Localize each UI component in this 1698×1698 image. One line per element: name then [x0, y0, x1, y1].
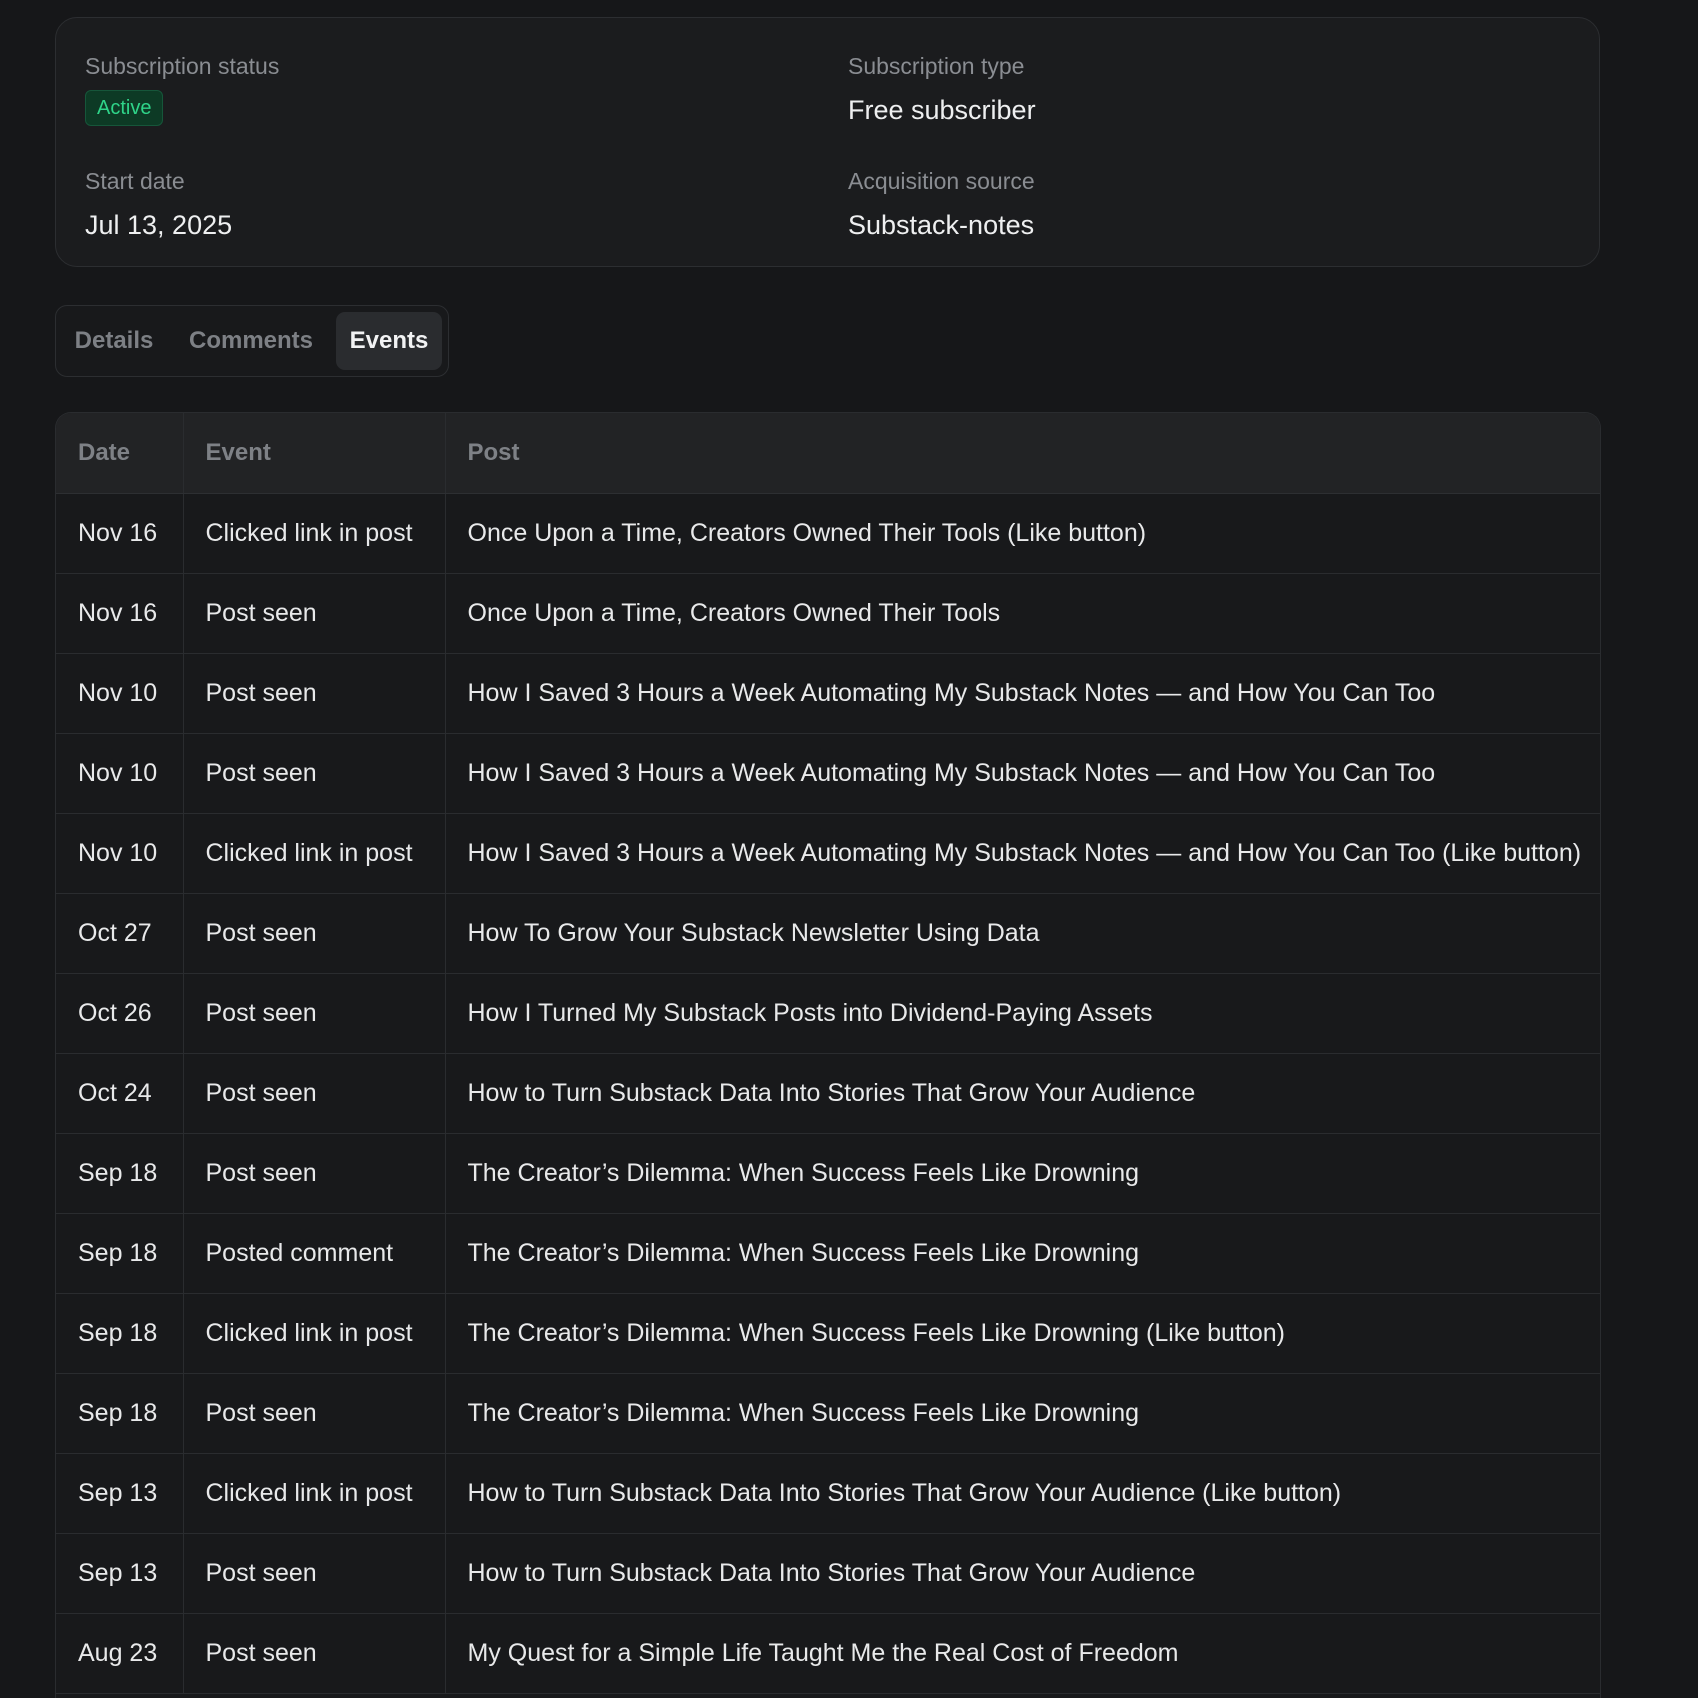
cell-event: Clicked link in post [183, 1454, 445, 1534]
cell-post[interactable]: Once Upon a Time, Creators Owned Their Tools (Like button) [445, 494, 1601, 574]
cell-event: Post seen [183, 894, 445, 974]
cell-event: Post seen [183, 974, 445, 1054]
table-row[interactable] [56, 574, 1601, 654]
cell-event: Clicked link in post [183, 814, 445, 894]
start-date-label: Start date [85, 168, 185, 194]
start-date-value: Jul 13, 2025 [85, 210, 233, 240]
table-row[interactable] [56, 894, 1601, 974]
tab-events[interactable]: Events [336, 312, 442, 370]
table-row[interactable] [56, 1054, 1601, 1134]
cell-date: Nov 16 [56, 574, 183, 654]
cell-event: Post seen [183, 1614, 445, 1694]
cell-date: Oct 24 [56, 1054, 183, 1134]
status-badge: Active [85, 90, 163, 126]
subscription-type-value: Free subscriber [848, 95, 1036, 125]
cell-event: Post seen [183, 1534, 445, 1614]
cell-event: Post seen [183, 574, 445, 654]
subscription-status-label: Subscription status [85, 53, 280, 79]
cell-date: Nov 16 [56, 494, 183, 574]
cell-date: Sep 18 [56, 1294, 183, 1374]
table-row[interactable] [56, 1534, 1601, 1614]
cell-date: Sep 18 [56, 1134, 183, 1214]
table-row[interactable] [56, 1294, 1601, 1374]
acquisition-source-value: Substack-notes [848, 210, 1035, 240]
column-header-date[interactable]: Date [56, 413, 183, 494]
cell-date: Sep 18 [56, 1374, 183, 1454]
cell-post[interactable]: How I Saved 3 Hours a Week Automating My Substack Notes — and How You Can Too [445, 734, 1601, 814]
table-row[interactable] [56, 1454, 1601, 1534]
events-table-container [55, 412, 1601, 1698]
cell-event: Post seen [183, 1134, 445, 1214]
subscription-info-card [55, 17, 1600, 267]
column-header-post[interactable]: Post [445, 413, 1601, 494]
subscription-type-label: Subscription type [848, 53, 1025, 79]
cell-post[interactable]: How I Saved 3 Hours a Week Automating My Substack Notes — and How You Can Too (Like button) [445, 814, 1601, 894]
column-header-event[interactable]: Event [183, 413, 445, 494]
table-row[interactable] [56, 1214, 1601, 1294]
table-row[interactable] [56, 974, 1601, 1054]
tab-details[interactable]: Details [74, 327, 154, 354]
cell-date: Oct 27 [56, 894, 183, 974]
table-header-row [56, 413, 1601, 494]
tab-comments[interactable]: Comments [188, 327, 314, 354]
table-row[interactable] [56, 1614, 1601, 1694]
cell-post[interactable]: How I Turned My Substack Posts into Dividend-Paying Assets [445, 974, 1601, 1054]
cell-date: Nov 10 [56, 814, 183, 894]
cell-date: Aug 23 [56, 1614, 183, 1694]
cell-event: Post seen [183, 654, 445, 734]
cell-date: Sep 13 [56, 1454, 183, 1534]
table-body [56, 494, 1601, 1694]
cell-event: Post seen [183, 734, 445, 814]
start-date-field [85, 167, 232, 241]
cell-event: Post seen [183, 1054, 445, 1134]
acquisition-source-field [848, 167, 1035, 241]
cell-post[interactable]: How to Turn Substack Data Into Stories That Grow Your Audience [445, 1054, 1601, 1134]
cell-date: Nov 10 [56, 654, 183, 734]
cell-post[interactable]: The Creator’s Dilemma: When Success Feels Like Drowning [445, 1214, 1601, 1294]
cell-post[interactable]: How to Turn Substack Data Into Stories That Grow Your Audience [445, 1534, 1601, 1614]
table-row[interactable] [56, 734, 1601, 814]
cell-date: Nov 10 [56, 734, 183, 814]
table-row[interactable] [56, 494, 1601, 574]
cell-event: Clicked link in post [183, 494, 445, 574]
cell-post[interactable]: The Creator’s Dilemma: When Success Feels Like Drowning [445, 1134, 1601, 1214]
cell-post[interactable]: The Creator’s Dilemma: When Success Feels Like Drowning (Like button) [445, 1294, 1601, 1374]
acquisition-source-label: Acquisition source [848, 168, 1035, 194]
cell-event: Posted comment [183, 1214, 445, 1294]
table-row[interactable] [56, 1374, 1601, 1454]
table-row[interactable] [56, 1134, 1601, 1214]
cell-date: Sep 13 [56, 1534, 183, 1614]
cell-date: Sep 18 [56, 1214, 183, 1294]
subscription-type-field [848, 52, 1036, 126]
tab-bar [55, 305, 449, 377]
cell-post[interactable]: How to Turn Substack Data Into Stories That Grow Your Audience (Like button) [445, 1454, 1601, 1534]
events-table [56, 413, 1601, 1694]
subscription-status-field [85, 52, 279, 126]
cell-post[interactable]: Once Upon a Time, Creators Owned Their Tools [445, 574, 1601, 654]
cell-post[interactable]: How I Saved 3 Hours a Week Automating My Substack Notes — and How You Can Too [445, 654, 1601, 734]
cell-event: Clicked link in post [183, 1294, 445, 1374]
cell-event: Post seen [183, 1374, 445, 1454]
cell-post[interactable]: How To Grow Your Substack Newsletter Using Data [445, 894, 1601, 974]
table-row[interactable] [56, 814, 1601, 894]
cell-date: Oct 26 [56, 974, 183, 1054]
table-row[interactable] [56, 654, 1601, 734]
cell-post[interactable]: My Quest for a Simple Life Taught Me the Real Cost of Freedom [445, 1614, 1601, 1694]
cell-post[interactable]: The Creator’s Dilemma: When Success Feels Like Drowning [445, 1374, 1601, 1454]
